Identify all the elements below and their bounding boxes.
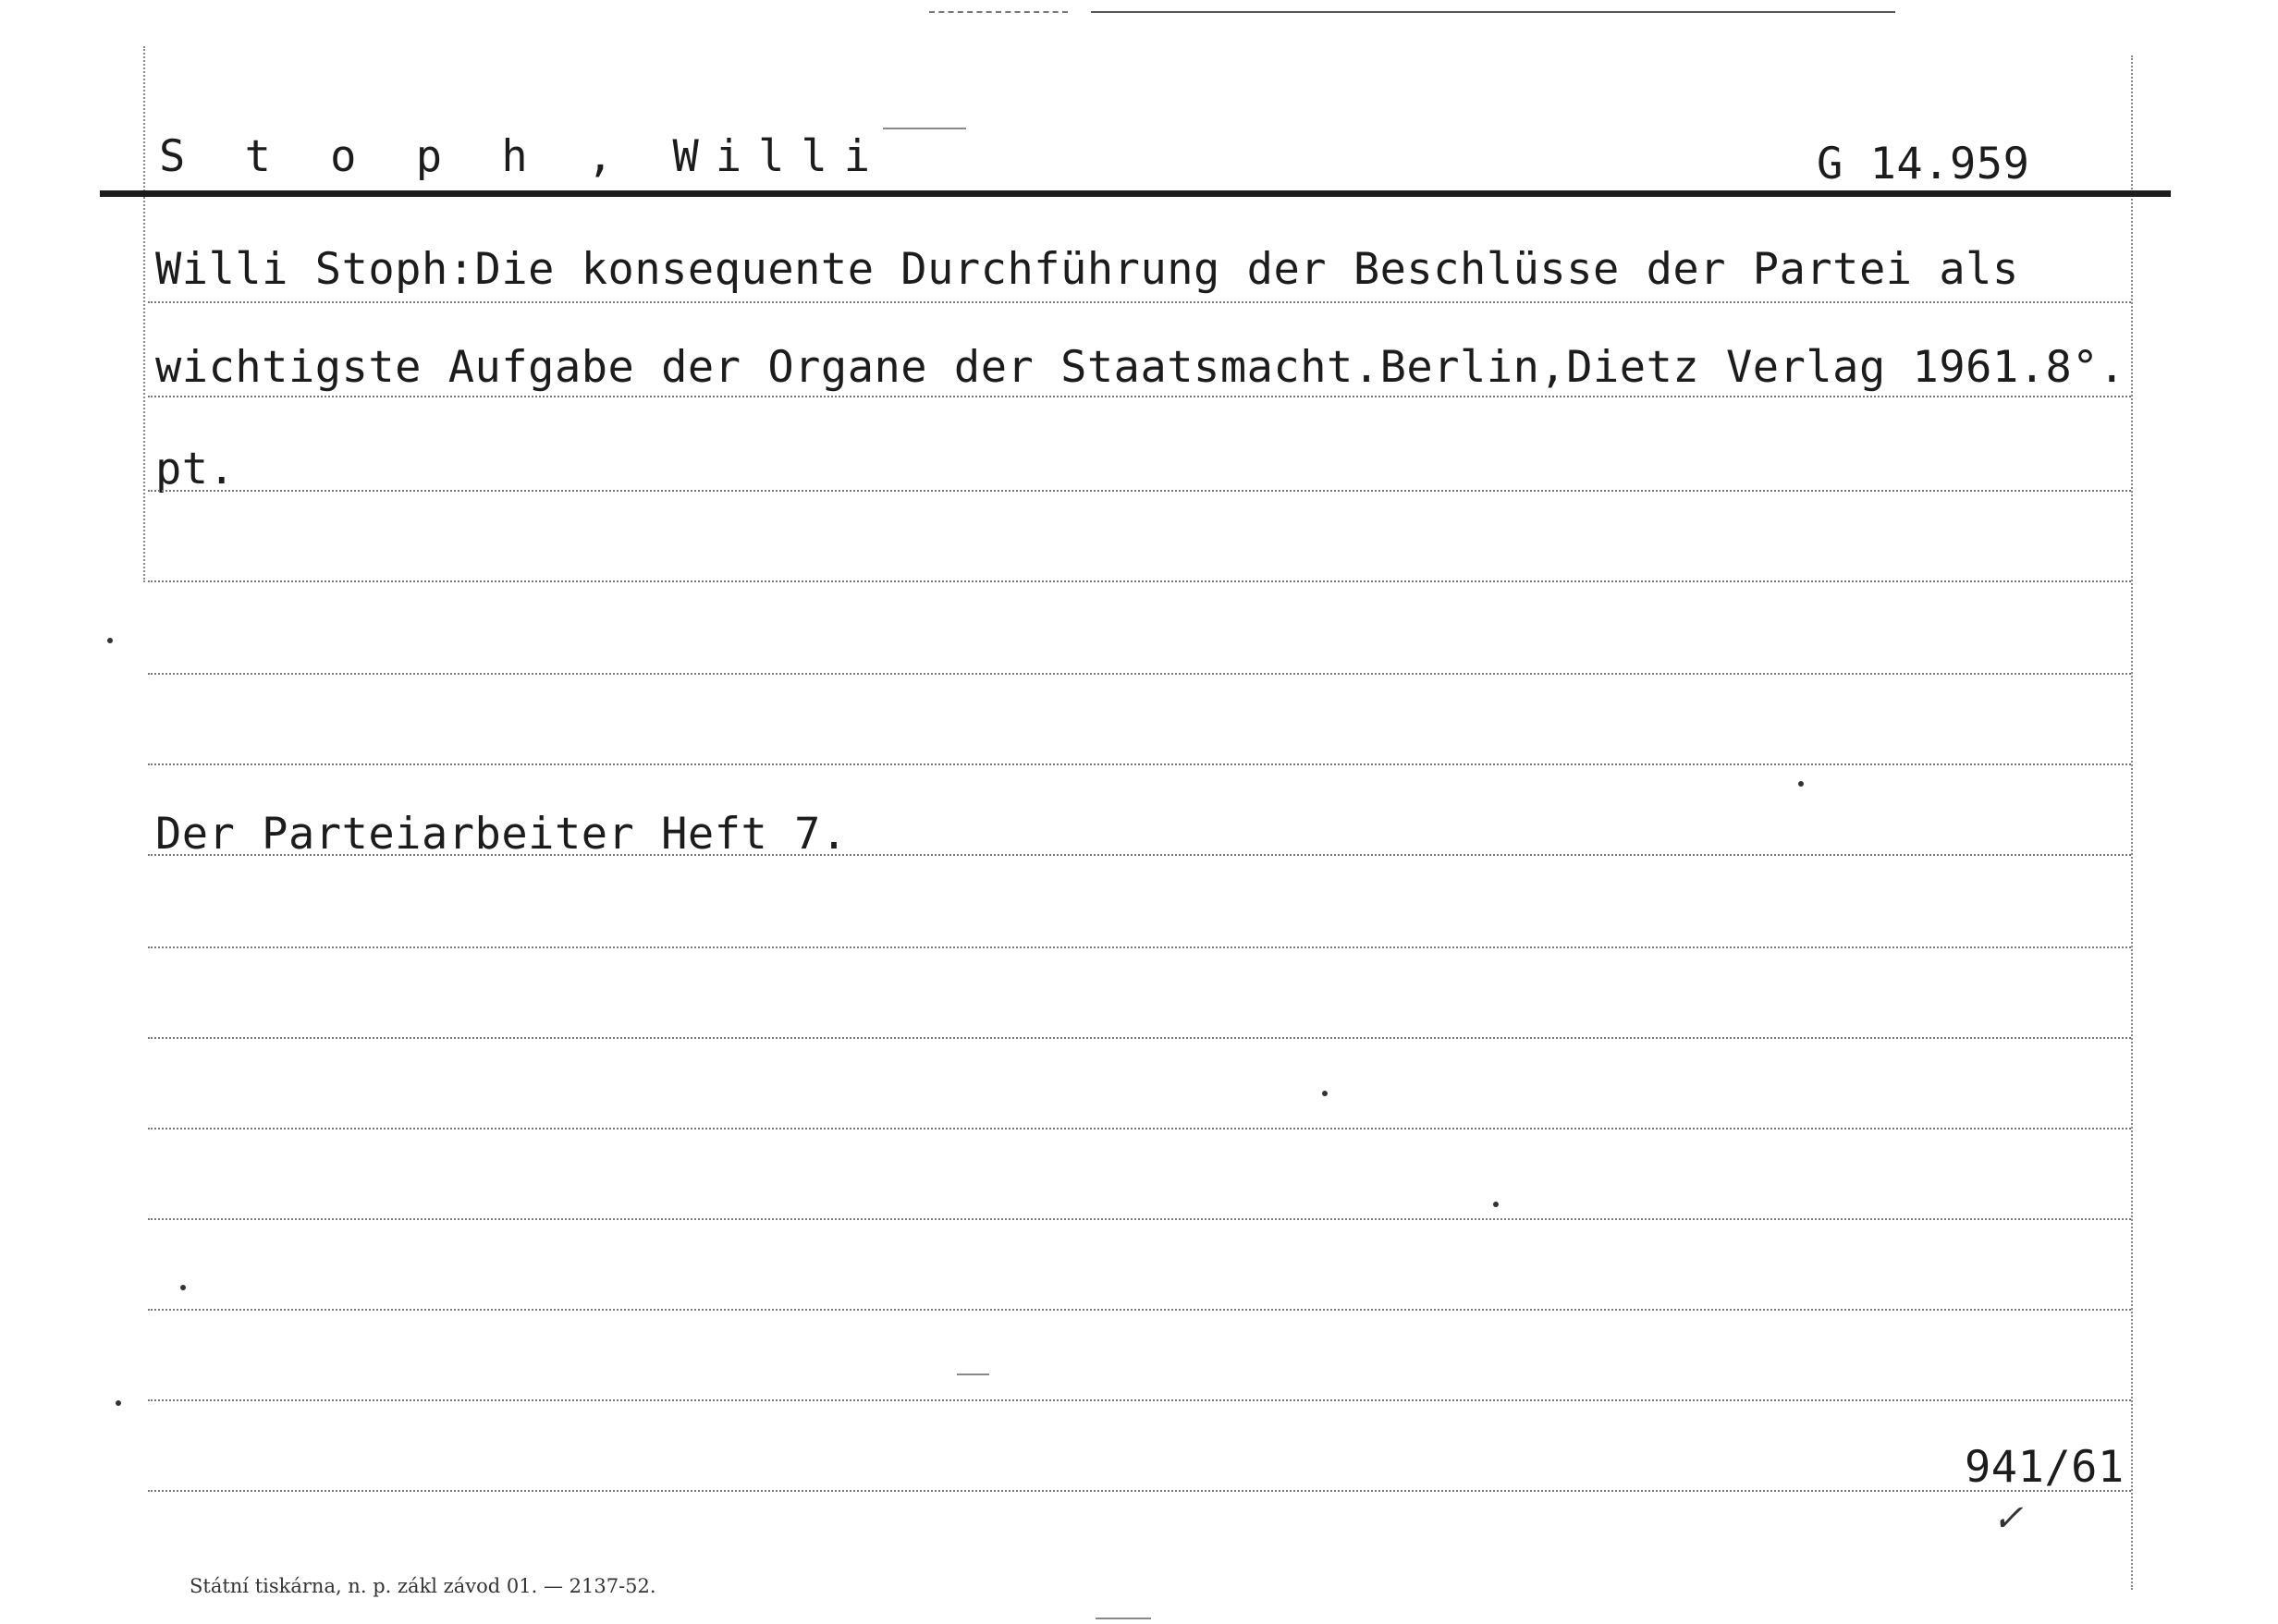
right-card-edge [2131, 55, 2133, 1590]
stray-mark [883, 128, 966, 129]
ruled-line [148, 763, 2131, 765]
title-line-1: Willi Stoph:Die konsequente Durchführung der Beschlüsse der Partei als [155, 244, 2019, 295]
printer-imprint: Státní tiskárna, n. p. zákl závod 01. — 2137-52. [190, 1575, 656, 1597]
author-heading: S t o p h , Willi [159, 131, 888, 182]
ruled-line [148, 1309, 2131, 1311]
ruled-line [148, 1037, 2131, 1039]
stray-mark [1096, 1618, 1151, 1619]
series-statement: Der Parteiarbeiter Heft 7. [155, 809, 848, 860]
check-mark: ✓ [1992, 1497, 2024, 1540]
call-number: 941/61 [1965, 1442, 2125, 1493]
ruled-line [148, 1399, 2131, 1401]
top-edge-rule [1091, 11, 1895, 13]
stray-mark [957, 1374, 989, 1375]
left-card-edge [143, 46, 145, 582]
ink-speck [1493, 1202, 1499, 1207]
ink-speck [180, 1285, 186, 1290]
title-line-2: wichtigste Aufgabe der Organe der Staatsmacht.Berlin,Dietz Verlag 1961.8°. [155, 342, 2125, 393]
ruled-line [148, 1218, 2131, 1220]
ruled-line [148, 946, 2131, 948]
ruled-line [148, 301, 2131, 303]
ink-speck [107, 638, 113, 643]
title-line-3: pt. [155, 444, 236, 495]
shelf-signature: G 14.959 [1817, 139, 2030, 189]
ruled-line [148, 1128, 2131, 1129]
ruled-line [148, 580, 2131, 582]
ink-speck [116, 1400, 121, 1406]
ink-speck [1322, 1091, 1328, 1096]
top-edge-dash [929, 11, 1068, 13]
ruled-line [148, 673, 2131, 675]
ink-speck [1798, 781, 1804, 787]
ruled-line [148, 396, 2131, 397]
header-rule [100, 190, 2171, 197]
ruled-line [148, 1490, 2131, 1492]
ruled-line [148, 490, 2131, 492]
